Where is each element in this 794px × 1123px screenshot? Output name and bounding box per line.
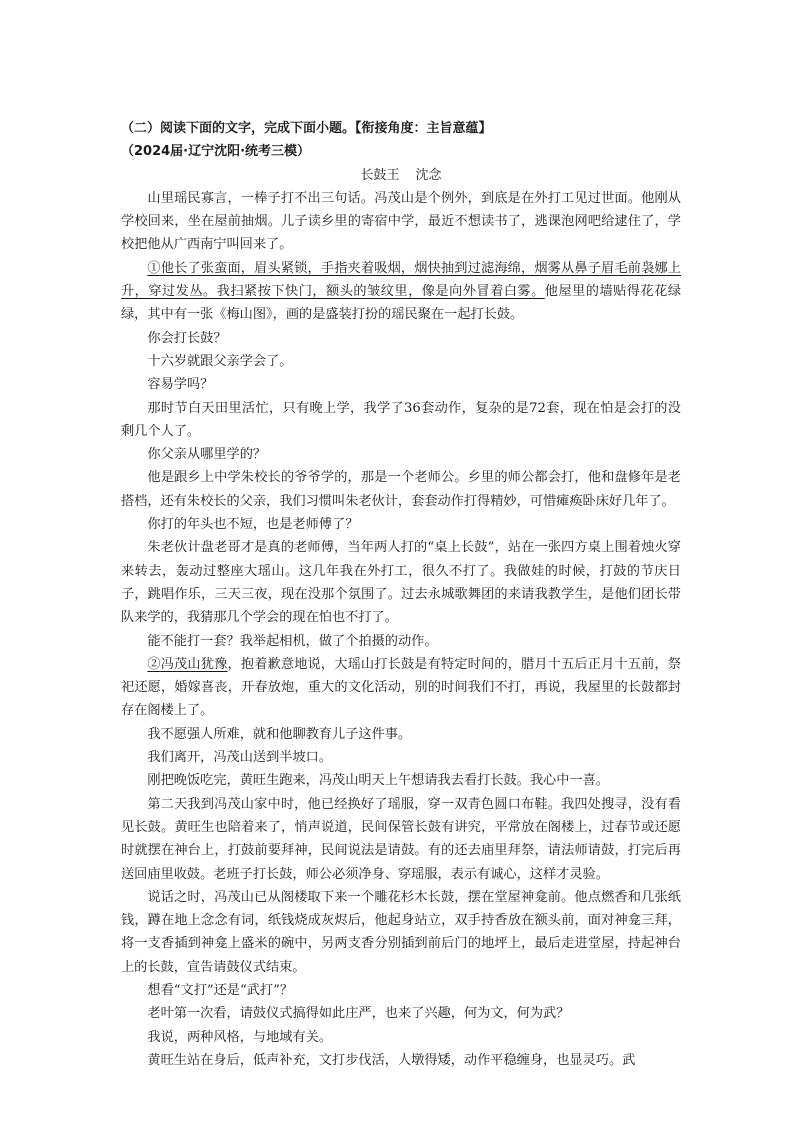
paragraph-2	[121, 257, 681, 327]
paragraph-16: 第二天我到冯茂山家中时，他已经换好了瑶服，穿一双青色圆口布鞋。我四处搜寻，没有看见长鼓。黄旺生也陪着来了，悄声说道，民间保管长鼓有讲究，平常放在阁楼上，过春节或还愿时就摆在神台上，打鼓前要拜神，民间说法是请鼓。有的还去庙里拜祭，请法师请鼓，打完后再送回庙里收鼓。老班子打长鼓，师公必须净身、穿瑶服，表示有诚心，这样才灵验。	[121, 796, 681, 882]
article-title	[121, 164, 681, 187]
author-name: 沈念	[415, 167, 442, 183]
paragraph-21: 黄旺生站在身后，低声补充，文打步伐活，人墩得矮，动作平稳缠身，也显灵巧。武	[147, 1052, 636, 1068]
title-text: 长鼓王	[360, 167, 400, 183]
paragraph-12-rest: ，抱着歉意地说，大瑶山打长鼓是有特定时间的，腊月十五后正月十五前，祭祀还愿，婚嫁喜丧，开春放炮，重大的文化活动，别的时间我们不打，再说，我屋里的长鼓都封存在阁楼上了。	[121, 656, 682, 719]
paragraph-18: 想看“文打”还是“武打”？	[147, 982, 294, 998]
question-heading: （二）阅读下面的文字，完成下面小题。【衔接角度：主旨意蕴】	[121, 121, 492, 136]
paragraph-15: 刚把晚饭吃完，黄旺生跑来，冯茂山明天上午想请我去看打长鼓。我心中一喜。	[147, 773, 609, 789]
paragraph-13: 我不愿强人所难，就和他聊教育儿子这件事。	[147, 726, 412, 742]
paragraph-8: 他是跟乡上中学朱校长的爷爷学的，那是一个老师公。乡里的师公都会打，他和盘修年是老搭档，还有朱校长的父亲，我们习惯叫朱老伙计，套套动作打得精妙，可惜瘫痪卧床好几年了。	[121, 470, 681, 509]
paragraph-10: 朱老伙计盘老哥才是真的老师傅，当年两人打的“桌上长鼓”，站在一张四方桌上围着烛火穿来转去，轰动过整座大瑶山。这几年我在外打工，很久不打了。我做娃的时候，打鼓的节庆日子，跳唱作乐，三天三夜，现在没那个氛围了。过去永城歌舞团的来请我教学生，是他们团长带队来学的，我猜那几个学会的现在怕也不打了。	[121, 540, 681, 626]
source-line: （2024届·辽宁沈阳·统考三模）	[121, 144, 311, 160]
article-body	[121, 117, 681, 1072]
paragraph-1: 山里瑶民寡言，一棒子打不出三句话。冯茂山是个例外，到底是在外打工见过世面。他刚从学校回来，坐在屋前抽烟。儿子读乡里的寄宿中学，最近不想读书了，逃课泡网吧给逮住了，学校把他从广西南宁叫回来了。	[121, 190, 681, 253]
paragraph-4: 十六岁就跟父亲学会了。	[147, 353, 293, 369]
paragraph-14: 我们离开，冯茂山送到半坡口。	[147, 750, 333, 766]
paragraph-20: 我说，两种风格，与地域有关。	[147, 1029, 333, 1045]
paragraph-19: 老叶第一次看，请鼓仪式搞得如此庄严，也来了兴趣，何为文，何为武？	[147, 1006, 570, 1022]
paragraph-7: 你父亲从哪里学的？	[147, 447, 267, 463]
paragraph-17: 说话之时，冯茂山已从阁楼取下来一个雕花杉木长鼓，摆在堂屋神龛前。他点燃香和几张纸钱，蹲在地上念念有词，纸钱烧成灰烬后，他起身站立，双手持香放在额头前，面对神龛三拜，将一支香插到神龛上盛米的碗中，另两支香分别插到前后门的地坪上，最后走进堂屋，持起神台上的长鼓，宣告请鼓仪式结束。	[121, 889, 681, 975]
paragraph-6: 那时节白天田里活忙，只有晚上学，我学了36套动作，复杂的是72套，现在怕是会打的没剩几个人了。	[121, 400, 681, 439]
underlined-sentence-1: ①他长了张蛮面，眉头紧锁，手指夹着吸烟，烟快抽到过滤海绵，烟雾从鼻子眉毛前袅娜上升，穿过发丛。我扫紧按下快门，额头的皱纹里，像是向外冒着白雾。	[121, 260, 681, 300]
paragraph-9: 你打的年头也不短，也是老师傅了？	[147, 517, 359, 533]
paragraph-3: 你会打长鼓？	[147, 330, 227, 346]
paragraph-2-rest: 他屋里的墙贴得花花绿绿，其中有一张《梅山图》，画的是盛装打扮的瑶民聚在一起打长鼓。	[121, 284, 682, 323]
paragraph-11: 能不能打一套？我举起相机，做了个拍摄的动作。	[147, 633, 438, 649]
underlined-sentence-2: ②冯茂山犹豫	[147, 656, 228, 672]
paragraph-12	[121, 653, 681, 723]
paragraph-5: 容易学吗？	[147, 377, 214, 393]
